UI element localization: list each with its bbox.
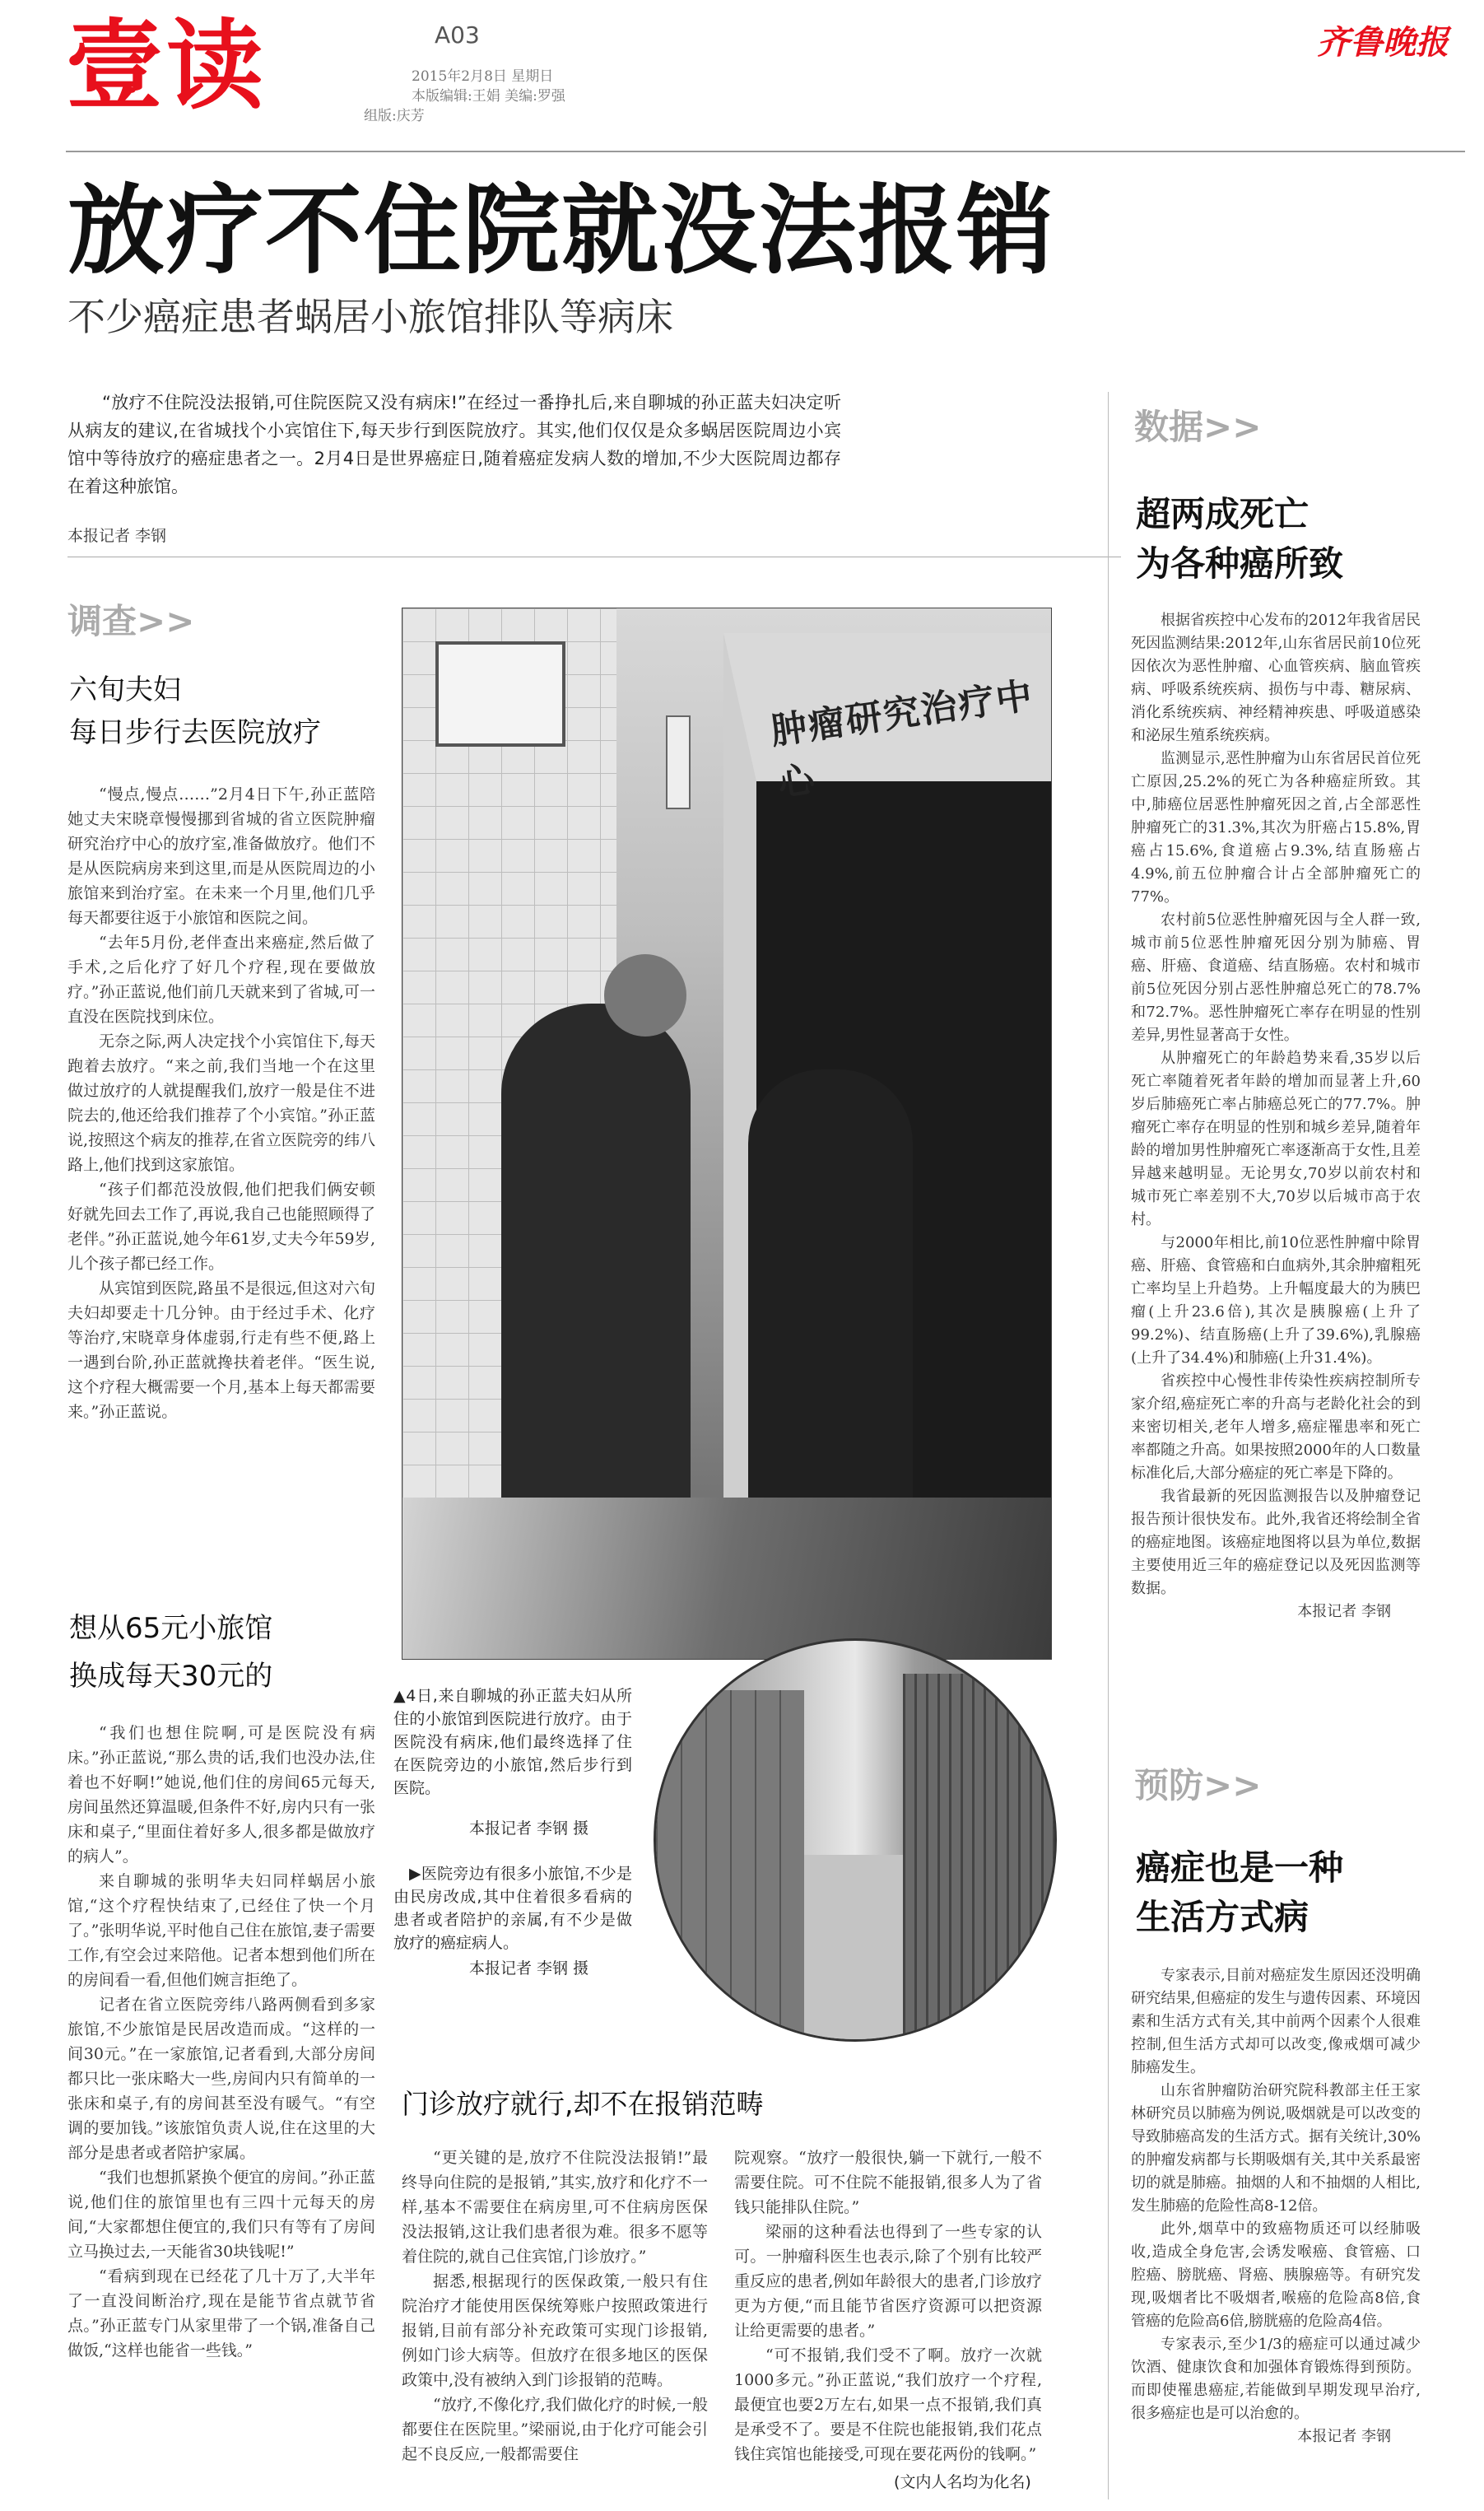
survey-head-1b: 每日步行去医院放疗 <box>69 716 321 749</box>
data-head-b: 为各种癌所致 <box>1136 543 1344 584</box>
small-sign <box>666 715 691 809</box>
paragraph: “更关键的是,放疗不住院没法报销!”最终导向住院的是报销,”其实,放疗和化疗不一样,基本不需要住在病房里,可不住病房医保没法报销,这让我们患者很为难。很多不愿等着住院的,就自己住宾馆,门诊放疗。” <box>402 2149 708 2266</box>
survey-body-2 <box>67 1721 375 2363</box>
wall-notice <box>435 641 565 747</box>
paragraph: 从肿瘤死亡的年龄趋势来看,35岁以后死亡率随着死者年龄的增加而显著上升,60岁后肺癌死亡率占肺癌总死亡的77.7%。肿瘤死亡率存在明显的性别和城乡差异,随着年龄的增加男性肿瘤死亡率逐渐高于女性,且差异越来越明显。无论男女,70岁以前农村和城市死亡率差别不大,70岁以后城市高于农村。 <box>1131 1050 1421 1228</box>
alley-path <box>804 1855 903 2039</box>
survey-head-1a: 六旬夫妇 <box>69 673 181 706</box>
paragraph: 无奈之际,两人决定找个小宾馆住下,每天跑着去放疗。“来之前,我们当地一个在这里做过放疗的人就提醒我们,放疗一般是住不进院去的,他还给我们推荐了个小宾馆。”孙正蓝说,按照这个病友的推荐,在省立医院旁的纬八路上,他们找到这家旅馆。 <box>67 1032 375 1174</box>
paragraph: “放疗,不像化疗,我们做化疗的时候,一般都要住在医院里。”梁丽说,由于化疗可能会引起不良反应,一般都需要住 <box>402 2396 708 2463</box>
floor-shadow <box>402 1498 1051 1659</box>
prevention-credit: 本报记者 李钢 <box>1297 2428 1391 2445</box>
newspaper-logo: 齐鲁晚报 <box>1317 23 1449 62</box>
paragraph: 记者在省立医院旁纬八路两侧看到多家旅馆,不少旅馆是民居改造而成。“这样的一间30元。”在一家旅馆,记者看到,大部分房间都只比一张床略大一些,房间内只有简单的一张床和桌子,有的房间甚至没有暖气。“有空调的要加钱。”该旅馆负责人说,住在这里的大部分是患者或者陪护家属。 <box>67 1996 375 2162</box>
prevention-head-a: 癌症也是一种 <box>1136 1847 1344 1888</box>
survey-tag: 调查>> <box>67 601 195 641</box>
paragraph: 我省最新的死因监测报告以及肿瘤登记报告预计很快发布。此外,我省还将绘制全省的癌症地图。该癌症地图将以县为单位,数据主要使用近三年的癌症登记以及死因监测等数据。 <box>1131 1488 1421 1597</box>
prevention-tag: 预防>> <box>1134 1765 1262 1805</box>
survey-head-2b: 换成每天30元的 <box>69 1660 273 1693</box>
byline: 本报记者 李钢 <box>67 527 167 545</box>
outpatient-head: 门诊放疗就行,却不在报销范畴 <box>402 2088 764 2120</box>
paragraph: 据悉,根据现行的医保政策,一般只有住院治疗才能使用医保统筹账户按照政策进行报销,目前有部分补充政策可实现门诊报销,例如门诊大病等。但放疗在很多地区的医保政策中,没有被纳入到门诊报销的范畴。 <box>402 2272 708 2389</box>
outpatient-col-2 <box>734 2145 1042 2467</box>
issue-date: 2015年2月8日 星期日 <box>412 68 554 85</box>
woman-figure <box>748 1069 913 1530</box>
survey-head-2a: 想从65元小旅馆 <box>69 1612 273 1645</box>
paragraph: “看病到现在已经花了几十万了,大半年了一直没间断治疗,现在是能节省点就节省点。”孙正蓝专门从家里带了一个锅,准备自己做饭,“这样也能省一些钱。” <box>67 2267 375 2360</box>
data-body <box>1131 609 1421 1624</box>
photo-caption-2: ▶医院旁边有很多小旅馆,不少是由民房改成,其中住着很多看病的患者或者陪护的亲属,有不少是做放疗的癌症病人。 <box>393 1865 632 1952</box>
paragraph: “慢点,慢点……”2月4日下午,孙正蓝陪她丈夫宋晓章慢慢挪到省城的省立医院肿瘤研究治疗中心的放疗室,准备做放疗。他们不是从医院病房来到这里,而是从医院周边的小旅馆来到治疗室。在未来一个月里,他们几乎每天都要往返于小旅馆和医院之间。 <box>67 785 375 927</box>
section-title: 壹读 <box>66 9 267 123</box>
photo-credit-1: 本报记者 李钢 摄 <box>469 1819 589 1838</box>
masthead-rule <box>66 151 1465 152</box>
page-number: A03 <box>435 21 480 49</box>
outpatient-col-1 <box>402 2145 708 2467</box>
data-credit: 本报记者 李钢 <box>1297 1603 1391 1620</box>
alley-left-building <box>656 1690 804 2039</box>
paragraph: 省疾控中心慢性非传染性疾病控制所专家介绍,癌症死亡率的升高与老龄化社会的到来密切相关,老年人增多,癌症罹患率和死亡率都随之升高。如果按照2000年的人口数量标准化后,大部分癌症的死亡率是下降的。 <box>1131 1372 1421 1482</box>
paragraph: 来自聊城的张明华夫妇同样蜗居小旅馆,“这个疗程快结束了,已经住了快一个月了。”张明华说,平时他自己住在旅馆,妻子需要工作,有空会过来陪他。记者本想到他们所在的房间看一看,但他们婉言拒绝了。 <box>67 1872 375 1989</box>
photo-credit-2: 本报记者 李钢 摄 <box>469 1959 589 1978</box>
paragraph: 与2000年相比,前10位恶性肿瘤中除胃癌、肝癌、食管癌和白血病外,其余肿瘤粗死亡率均呈上升趋势。上升幅度最大的为胰巴瘤(上升23.6倍),其次是胰腺癌(上升了99.2%)、结直肠癌(上升了39.6%),乳腺癌(上升了34.4%)和肺癌(上升31.4%)。 <box>1131 1234 1421 1367</box>
headline: 放疗不住院就没法报销 <box>67 174 1056 287</box>
paragraph: 梁丽的这种看法也得到了一些专家的认可。一肿瘤科医生也表示,除了个别有比较严重反应的患者,例如年龄很大的患者,门诊放疗更为方便,“而且能节省医疗资源可以把资源让给更需要的患者。” <box>734 2223 1042 2340</box>
paragraph: 山东省肿瘤防治研究院科教部主任王家林研究员以肺癌为例说,吸烟就是可以改变的导致肺癌高发的生活方式。据有关统计,30%的肿瘤发病都与长期吸烟有关,其中关系最密切的就是肺癌。抽烟的人和不抽烟的人相比,发生肺癌的危险性高8-12倍。 <box>1131 2082 1421 2215</box>
paragraph: 专家表示,目前对癌症发生原因还没明确研究结果,但癌症的发生与遗传因素、环境因素和生活方式有关,其中前两个因素个人很难控制,但生活方式却可以改变,像戒烟可减少肺癌发生。 <box>1131 1967 1421 2076</box>
paragraph: 从宾馆到医院,路虽不是很远,但这对六旬夫妇却要走十几分钟。由于经过手术、化疗等治疗,宋晓章身体虚弱,行走有些不便,路上一遇到台阶,孙正蓝就搀扶着老伴。“医生说,这个疗程大概需要一个月,基本上每天都需要来。”孙正蓝说。 <box>67 1279 375 1421</box>
man-hat <box>604 954 686 1037</box>
paragraph: “我们也想住院啊,可是医院没有病床。”孙正蓝说,“那么贵的话,我们也没办法,住着也不好啊!”她说,他们住的房间65元每天,房间虽然还算温暖,但条件不好,房内只有一张床和桌子,“里面住着好多人,很多都是做放疗的病人”。 <box>67 1724 375 1866</box>
paragraph: 监测显示,恶性肿瘤为山东省居民首位死亡原因,25.2%的死亡为各种癌症所致。其中,肺癌位居恶性肿瘤死因之首,占全部恶性肿瘤死亡的31.3%,其次为肝癌占15.8%,胃癌占15.6%,食道癌占9.3%,结直肠癌占4.9%,前五位肿瘤合计占全部肿瘤死亡的77%。 <box>1131 750 1421 906</box>
data-head-a: 超两成死亡 <box>1136 494 1310 534</box>
lead-paragraph: “放疗不住院没法报销,可住院医院又没有病床!”在经过一番挣扎后,来自聊城的孙正蓝夫妇决定听从病友的建议,在省城找个小宾馆住下,每天步行到医院放疗。其实,他们仅仅是众多蜗居医院周边小宾馆中等待放疗的癌症患者之一。2月4日是世界癌症日,随着癌症发病人数的增加,不少大医院周边都存在着这种旅馆。 <box>67 393 841 496</box>
paragraph: 根据省疾控中心发布的2012年我省居民死因监测结果:2012年,山东省居民前10位死因依次为恶性肿瘤、心血管疾病、脑血管疾病、呼吸系统疾病、损伤与中毒、糖尿病、消化系统疾病、神经精神疾患、呼吸道感染和泌尿生殖系统疾病。 <box>1131 612 1421 744</box>
alley-right-wall <box>903 1674 1054 2039</box>
paragraph: 此外,烟草中的致癌物质还可以经肺吸收,造成全身危害,会诱发喉癌、食管癌、口腔癌、膀胱癌、肾癌、胰腺癌等。有研究发现,吸烟者比不吸烟者,喉癌的危险高8倍,食管癌的危险高6倍,膀胱癌的危险高4倍。 <box>1131 2220 1421 2330</box>
prevention-head-b: 生活方式病 <box>1136 1897 1310 1937</box>
paragraph: 农村前5位恶性肿瘤死因与全人群一致,城市前5位恶性肿瘤死因分别为肺癌、胃癌、肝癌、食道癌、结直肠癌。农村和城市前5位死因分别占恶性肿瘤总死亡的78.7%和72.7%。恶性肿瘤死亡率存在明显的性别差异,男性显著高于女性。 <box>1131 911 1421 1044</box>
data-tag: 数据>> <box>1134 407 1262 447</box>
hospital-entrance-photo <box>402 608 1052 1660</box>
photo-caption-1: ▲4日,来自聊城的孙正蓝夫妇从所住的小旅馆到医院进行放疗。由于医院没有病床,他们最终选择了住在医院旁边的小旅馆,然后步行到医院。 <box>393 1687 632 1797</box>
alley-photo <box>654 1638 1057 2042</box>
editors-line: 本版编辑:王娟 美编:罗强 <box>412 88 565 105</box>
paragraph: 专家表示,至少1/3的癌症可以通过减少饮酒、健康饮食和加强体育锻炼得到预防。而即使罹患癌症,若能做到早期发现早治疗,很多癌症也是可以治愈的。 <box>1131 2336 1421 2422</box>
survey-body-1 <box>67 782 375 1424</box>
paragraph: “孩子们都范没放假,他们把我们俩安顿好就先回去工作了,再说,我自己也能照顾得了老伴。”孙正蓝说,她今年61岁,丈夫今年59岁,儿个孩子都已经工作。 <box>67 1181 375 1273</box>
subheadline: 不少癌症患者蜗居小旅馆排队等病床 <box>67 295 673 339</box>
names-note: (文内人名均为化名) <box>894 2473 1031 2491</box>
layout-editor: 组版:庆芳 <box>364 108 425 124</box>
right-column-divider <box>1108 392 1109 2499</box>
paragraph: “我们也想抓紧换个便宜的房间。”孙正蓝说,他们住的旅馆里也有三四十元每天的房间,“大家都想住便宜的,我们只有等有了房间立马换过去,一天能省30块钱呢!” <box>67 2169 375 2261</box>
paragraph: 院观察。“放疗一般很快,躺一下就行,一般不需要住院。可不住院不能报销,很多人为了省钱只能排队住院。” <box>734 2149 1042 2216</box>
prevention-body <box>1131 1964 1421 2448</box>
paragraph: “去年5月份,老伴查出来癌症,然后做了手术,之后化疗了好几个疗程,现在要做放疗。”孙正蓝说,他们前几天就来到了省城,可一直没在医院找到床位。 <box>67 934 375 1026</box>
paragraph: “可不报销,我们受不了啊。放疗一次就1000多元。”孙正蓝说,“我们放疗一个疗程,最便宜也要2万左右,如果一点不报销,我们真是承受不了。要是不住院也能报销,我们花点钱住宾馆也能接受,可现在要花两份的钱啊。” <box>734 2346 1042 2463</box>
department-sign: 肿瘤研究治疗中心 <box>768 674 1037 805</box>
